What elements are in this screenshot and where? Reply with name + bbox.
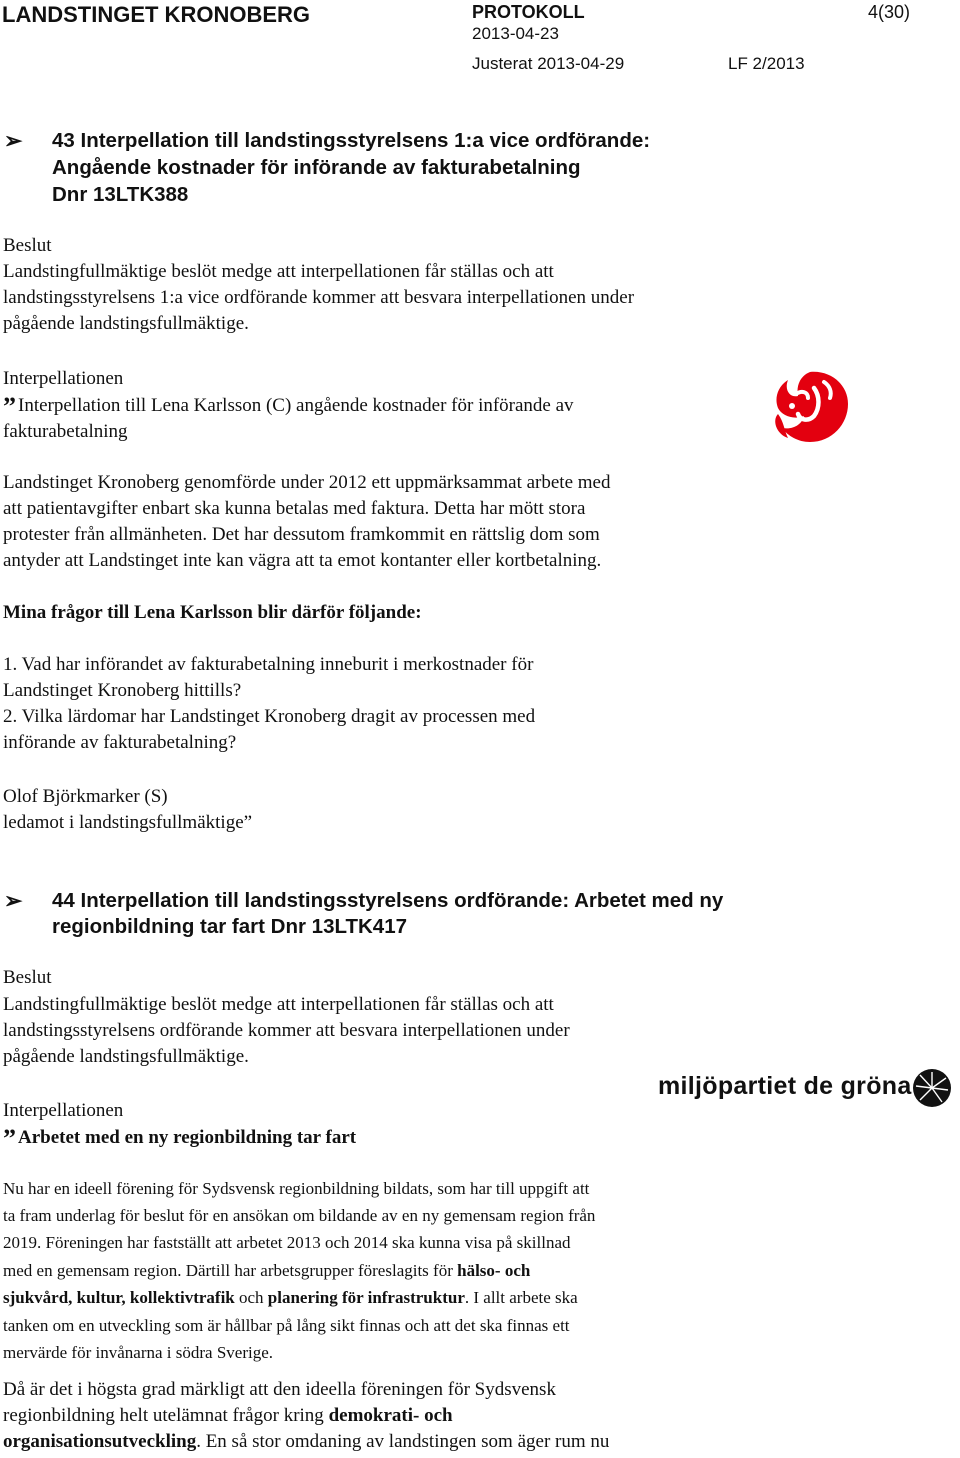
lf-number: LF 2/2013	[728, 54, 805, 73]
doc-date: 2013-04-23	[472, 24, 559, 43]
mp-logo-text: miljöpartiet de gröna	[658, 1072, 912, 1100]
interpellation-title: ” Arbetet med en ny regionbildning tar fart	[3, 1124, 357, 1153]
paragraph-line: 2019. Föreningen har fastställt att arbetet 2013 och 2014 ska kunna visa på skillnad	[3, 1233, 571, 1252]
rose-logo-icon	[768, 368, 852, 448]
quote-mark: ”	[3, 1124, 16, 1153]
interpellation-title-line-2: fakturabetalning	[3, 421, 128, 442]
paragraph-line: mervärde för invånarna i södra Sverige.	[3, 1343, 273, 1362]
paragraph-line: Nu har en ideell förening för Sydsvensk regionbildning bildats, som har till uppgift att	[3, 1179, 590, 1198]
beslut-text-line-3: pågående landstingsfullmäktige.	[3, 313, 249, 334]
beslut-text-line-3: pågående landstingsfullmäktige.	[3, 1046, 249, 1067]
justerat-date: Justerat 2013-04-29	[472, 54, 625, 73]
paragraph-line: Landstinget Kronoberg genomförde under 2012 ett uppmärksammat arbete med	[3, 472, 611, 493]
beslut-label: Beslut	[3, 967, 52, 988]
beslut-label: Beslut	[3, 235, 52, 256]
interpellation-title-line-1: ” Interpellation till Lena Karlsson (C) angående kostnader för införande av	[3, 392, 574, 421]
paragraph-line: ta fram underlag för beslut för en ansökan om bildande av en ny gemensam region från	[3, 1206, 596, 1225]
paragraph-line: organisationsutveckling. En så stor omdaning av landstingen som äger rum nu	[3, 1431, 610, 1452]
section-43-heading-line-3: Dnr 13LTK388	[52, 183, 189, 206]
paragraph-line: tanken om en utveckling som är hållbar på lång sikt finnas och att det ska finnas ett	[3, 1316, 570, 1335]
section-bullet: ➢	[4, 888, 23, 913]
section-bullet: ➢	[4, 128, 23, 153]
section-43-heading-line-1: 43 Interpellation till landstingsstyrelsens 1:a vice ordförande:	[52, 129, 651, 152]
interpellation-label: Interpellationen	[3, 368, 124, 389]
doc-type: PROTOKOLL	[472, 2, 585, 22]
questions-heading: Mina frågor till Lena Karlsson blir därför följande:	[3, 602, 422, 623]
paragraph-line: med en gemensam region. Därtill har arbetsgrupper föreslagits för hälso- och	[3, 1261, 531, 1280]
section-43-heading-line-2: Angående kostnader för införande av fakturabetalning	[52, 156, 581, 179]
page-number: 4(30)	[868, 2, 911, 22]
beslut-text-line-2: landstingsstyrelsens 1:a vice ordförande kommer att besvara interpellationen under	[3, 287, 635, 308]
interpellation-label: Interpellationen	[3, 1100, 124, 1121]
question-2-line-2: införande av fakturabetalning?	[3, 732, 237, 753]
quote-mark: ”	[3, 392, 16, 421]
section-44-heading-line-2: regionbildning tar fart Dnr 13LTK417	[52, 915, 407, 938]
section-44-heading-line-1: 44 Interpellation till landstingsstyrelsens ordförande: Arbetet med ny	[52, 889, 724, 912]
signature-name: Olof Björkmarker (S)	[3, 786, 168, 807]
signature-role: ledamot i landstingsfullmäktige”	[3, 812, 253, 833]
paragraph-line: antyder att Landstinget inte kan vägra att ta emot kontanter eller kortbetalning.	[3, 550, 602, 571]
org-name: LANDSTINGET KRONOBERG	[2, 2, 310, 27]
question-1-line-2: Landstinget Kronoberg hittills?	[3, 680, 242, 701]
question-2-line-1: 2. Vilka lärdomar har Landstinget Kronoberg dragit av processen med	[3, 706, 536, 727]
question-1-line-1: 1. Vad har införandet av fakturabetalning inneburit i merkostnader för	[3, 654, 534, 675]
beslut-text-line-1: Landstingfullmäktige beslöt medge att interpellationen får ställas och att	[3, 994, 554, 1015]
dandelion-icon	[906, 1066, 958, 1110]
beslut-text-line-2: landstingsstyrelsens ordförande kommer att besvara interpellationen under	[3, 1020, 570, 1041]
beslut-text-line-1: Landstingfullmäktige beslöt medge att interpellationen får ställas och att	[3, 261, 554, 282]
mp-logo	[658, 1072, 912, 1101]
paragraph-line: Då är det i högsta grad märkligt att den ideella föreningen för Sydsvensk	[3, 1379, 556, 1400]
paragraph-line: regionbildning helt utelämnat frågor kring demokrati- och	[3, 1405, 453, 1426]
paragraph-line: att patientavgifter enbart ska kunna betalas med faktura. Detta har mött stora	[3, 498, 586, 519]
paragraph-line: protester från allmänheten. Det har dessutom framkommit en rättslig dom som	[3, 524, 600, 545]
paragraph-line: sjukvård, kultur, kollektivtrafik och planering för infrastruktur. I allt arbete ska	[3, 1288, 578, 1307]
